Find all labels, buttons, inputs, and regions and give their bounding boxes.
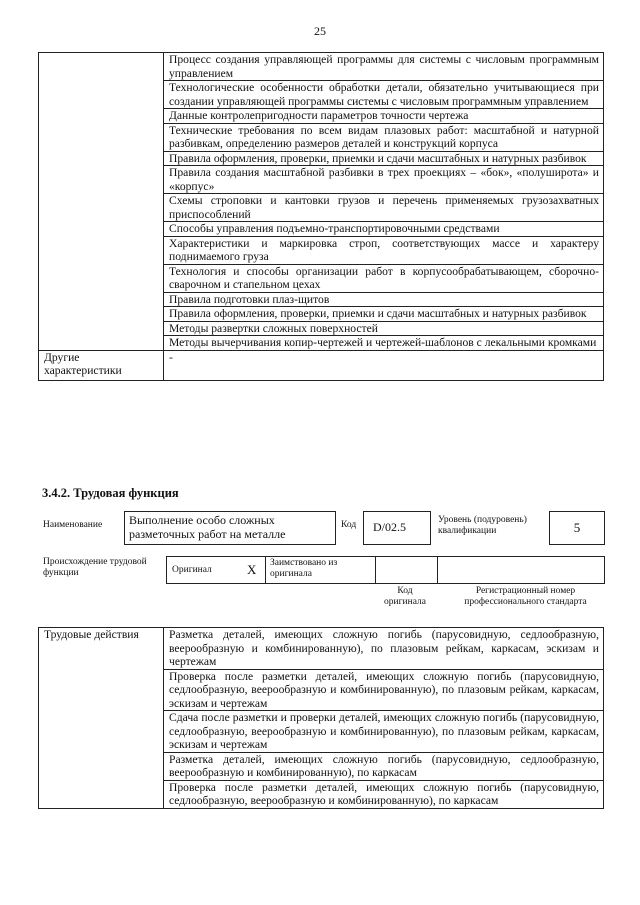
original-label: Оригинал [172, 565, 212, 575]
table-cell: Проверка после разметки деталей, имеющих сложную погибь (парусовидную, седлообразную, веерообразную и комбинированную), по каркасам [164, 780, 604, 808]
section-heading: 3.4.2. Трудовая функция [42, 486, 179, 500]
table-cell: Схемы строповки и кантовки грузов и перечень применяемых грузозахватных приспособлений [164, 194, 604, 222]
name-value: Выполнение особо сложных разметочных работ на металле [129, 513, 286, 541]
table-cell: Методы развертки сложных поверхностей [164, 321, 604, 336]
name-box [124, 511, 336, 545]
reg-number-caption: Регистрационный номер профессионального стандарта [464, 586, 587, 607]
page-number: 25 [314, 24, 326, 38]
table-row [39, 628, 604, 670]
divider [375, 557, 376, 583]
code-value: D/02.5 [373, 520, 406, 534]
knowledge-table [38, 52, 604, 381]
level-box [549, 511, 605, 545]
code-box [363, 511, 431, 545]
divider [437, 557, 438, 583]
table-cell: Правила оформления, проверки, приемки и сдачи масштабных и натурных разбивок [164, 307, 604, 322]
table-cell: Технологические особенности обработки детали, обязательно учитывающиеся при создании управляющей программы системы с числовым программным управлением [164, 81, 604, 109]
table-cell: Проверка после разметки деталей, имеющих сложную погибь (парусовидную, седлообразную, веерообразную и комбинированную), по плазовым рейкам, каркасам, эскизам и чертежам [164, 669, 604, 711]
code-label: Код [341, 520, 357, 530]
table-cell: Правила подготовки плаз-щитов [164, 292, 604, 307]
table-cell: Процесс создания управляющей программы для системы с числовым программным управлением [164, 53, 604, 81]
other-characteristics-label: Другие характеристики [39, 350, 164, 380]
table-cell: Правила оформления, проверки, приемки и сдачи масштабных и натурных разбивок [164, 151, 604, 166]
level-value: 5 [573, 520, 581, 535]
empty-label-cell [39, 53, 164, 351]
level-label: Уровень (подуровень) квалификации [438, 515, 527, 536]
other-characteristics-value: - [164, 350, 604, 380]
table-cell: Разметка деталей, имеющих сложную погибь (парусовидную, седлообразную, веерообразную и комбинированную), по плазовым рейкам, каркасам, эскизам и чертежам [164, 628, 604, 670]
table-cell: Сдача после разметки и проверки деталей, имеющих сложную погибь (парусовидную, седлообразную, веерообразную и комбинированную), по плазовым рейкам, каркасам, эскизам и чертежам [164, 711, 604, 753]
table-cell: Правила создания масштабной разбивки в трех проекциях – «бок», «полуширота» и «корпус» [164, 166, 604, 194]
origin-box [166, 556, 605, 584]
table-cell: Способы управления подъемно-транспортировочными средствами [164, 222, 604, 237]
table-cell: Методы вычерчивания копир-чертежей и чертежей-шаблонов с лекальными кромками [164, 336, 604, 351]
table-cell: Технические требования по всем видам плазовых работ: масштабной и натурной разбивкам, определению размеров деталей и конструкций корпуса [164, 123, 604, 151]
original-mark: X [247, 562, 257, 577]
origin-label: Происхождение трудовой функции [43, 557, 147, 578]
table-cell: Разметка деталей, имеющих сложную погибь (парусовидную, седлообразную, веерообразную и комбинированную), по каркасам [164, 752, 604, 780]
code-original-caption: Код оригинала [384, 586, 426, 607]
table-row [39, 350, 604, 380]
name-label: Наименование [43, 520, 103, 530]
table-cell: Технология и способы организации работ в корпусообрабатывающем, сборочно-сварочном и стапельном цехах [164, 264, 604, 292]
borrowed-label: Заимствовано из оригинала [270, 558, 338, 579]
table-cell: Данные контролепригодности параметров точности чертежа [164, 109, 604, 124]
divider [265, 557, 266, 583]
table-cell: Характеристики и маркировка строп, соответствующих массе и характеру поднимаемого груза [164, 236, 604, 264]
labor-actions-label: Трудовые действия [39, 628, 164, 809]
labor-actions-table [38, 627, 604, 809]
table-row [39, 53, 604, 81]
